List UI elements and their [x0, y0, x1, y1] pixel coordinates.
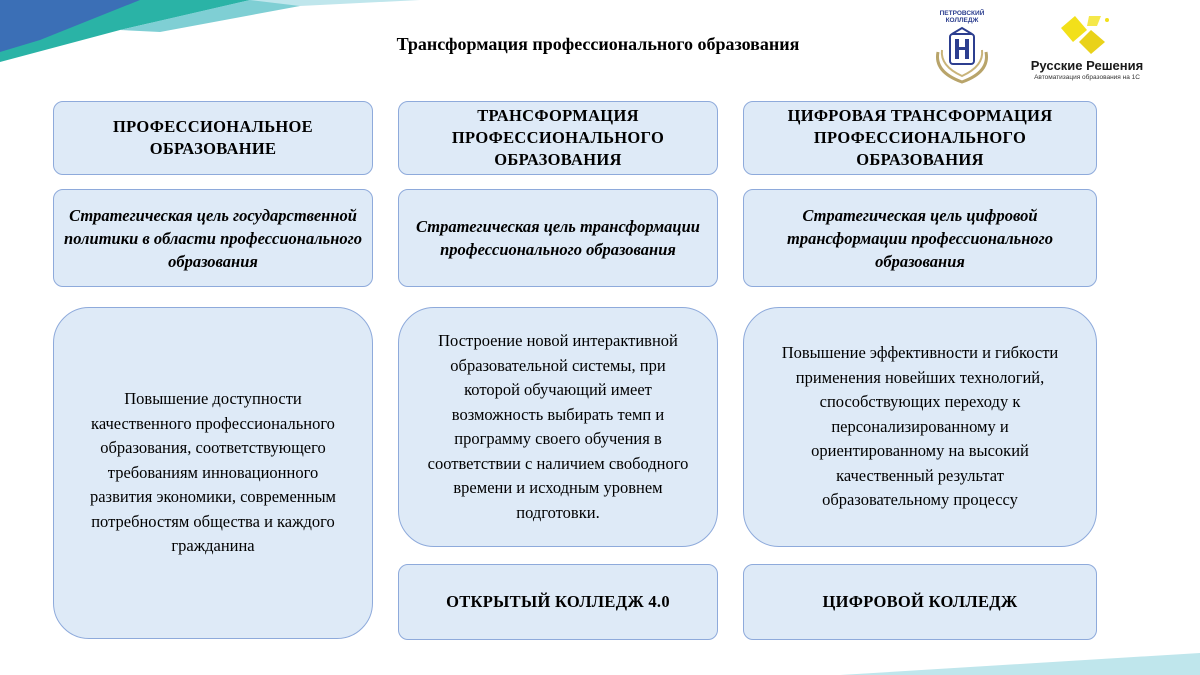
column-2-description: [398, 307, 718, 547]
column-3-goal: [743, 189, 1097, 287]
column-1-header: [53, 101, 373, 175]
column-3-footer-text: ЦИФРОВОЙ КОЛЛЕДЖ: [822, 592, 1018, 611]
column-3-footer: [743, 564, 1097, 640]
column-3-header-text: ЦИФРОВАЯ ТРАНСФОРМАЦИЯ ПРОФЕССИОНАЛЬНОГО ОБРАЗОВАНИЯ: [787, 106, 1053, 169]
column-3-header: [743, 101, 1097, 175]
russian-solutions-logo: [1012, 8, 1162, 88]
russian-solutions-name: Русские Решения: [1030, 58, 1144, 73]
yellow-shapes-icon: [1057, 12, 1113, 58]
college-logo-name: ПЕТРОВСКИЙ КОЛЛЕДЖ: [939, 10, 985, 24]
column-1-description: [53, 307, 373, 639]
column-2-footer: [398, 564, 718, 640]
college-emblem-icon: [930, 22, 994, 86]
column-2-goal: [398, 189, 718, 287]
column-2-footer-text: ОТКРЫТЫЙ КОЛЛЕДЖ 4.0: [446, 592, 670, 611]
column-3-description-text: Повышение эффективности и гибкости применения новейших технологий, способствующих переходу к персонализированному и ориентированному на высокий качественный результат образовательному процессу: [781, 343, 1059, 510]
footer-decoration: [780, 645, 1200, 675]
column-1-header-text: ПРОФЕССИОНАЛЬНОЕ ОБРАЗОВАНИЕ: [113, 117, 313, 158]
college-logo: [926, 8, 998, 88]
column-3-goal-text: Стратегическая цель цифровой трансформации профессионального образования: [787, 205, 1053, 271]
column-2-header-text: ТРАНСФОРМАЦИЯ ПРОФЕССИОНАЛЬНОГО ОБРАЗОВАНИЯ: [451, 106, 665, 169]
column-1-description-text: Повышение доступности качественного профессионального образования, соответствующего требованиям инновационного развития экономики, современным потребностям общества и каждого гражданина: [89, 389, 336, 556]
column-2-goal-text: Стратегическая цель трансформации профессионального образования: [416, 217, 700, 259]
column-1-goal-text: Стратегическая цель государственной политики в области профессионального образования: [64, 205, 362, 271]
column-2-header: [398, 101, 718, 175]
column-2-description-text: Построение новой интерактивной образовательной системы, при которой обучающий имеет возможность выбирать темп и программу своего обучения в соответствии с наличием свободного времени и исходным уровнем подготовки.: [427, 331, 689, 522]
page-title: Трансформация профессионального образования: [396, 34, 800, 54]
column-3-description: [743, 307, 1097, 547]
column-1-goal: [53, 189, 373, 287]
russian-solutions-tagline: Автоматизация образования на 1С: [1034, 74, 1140, 81]
